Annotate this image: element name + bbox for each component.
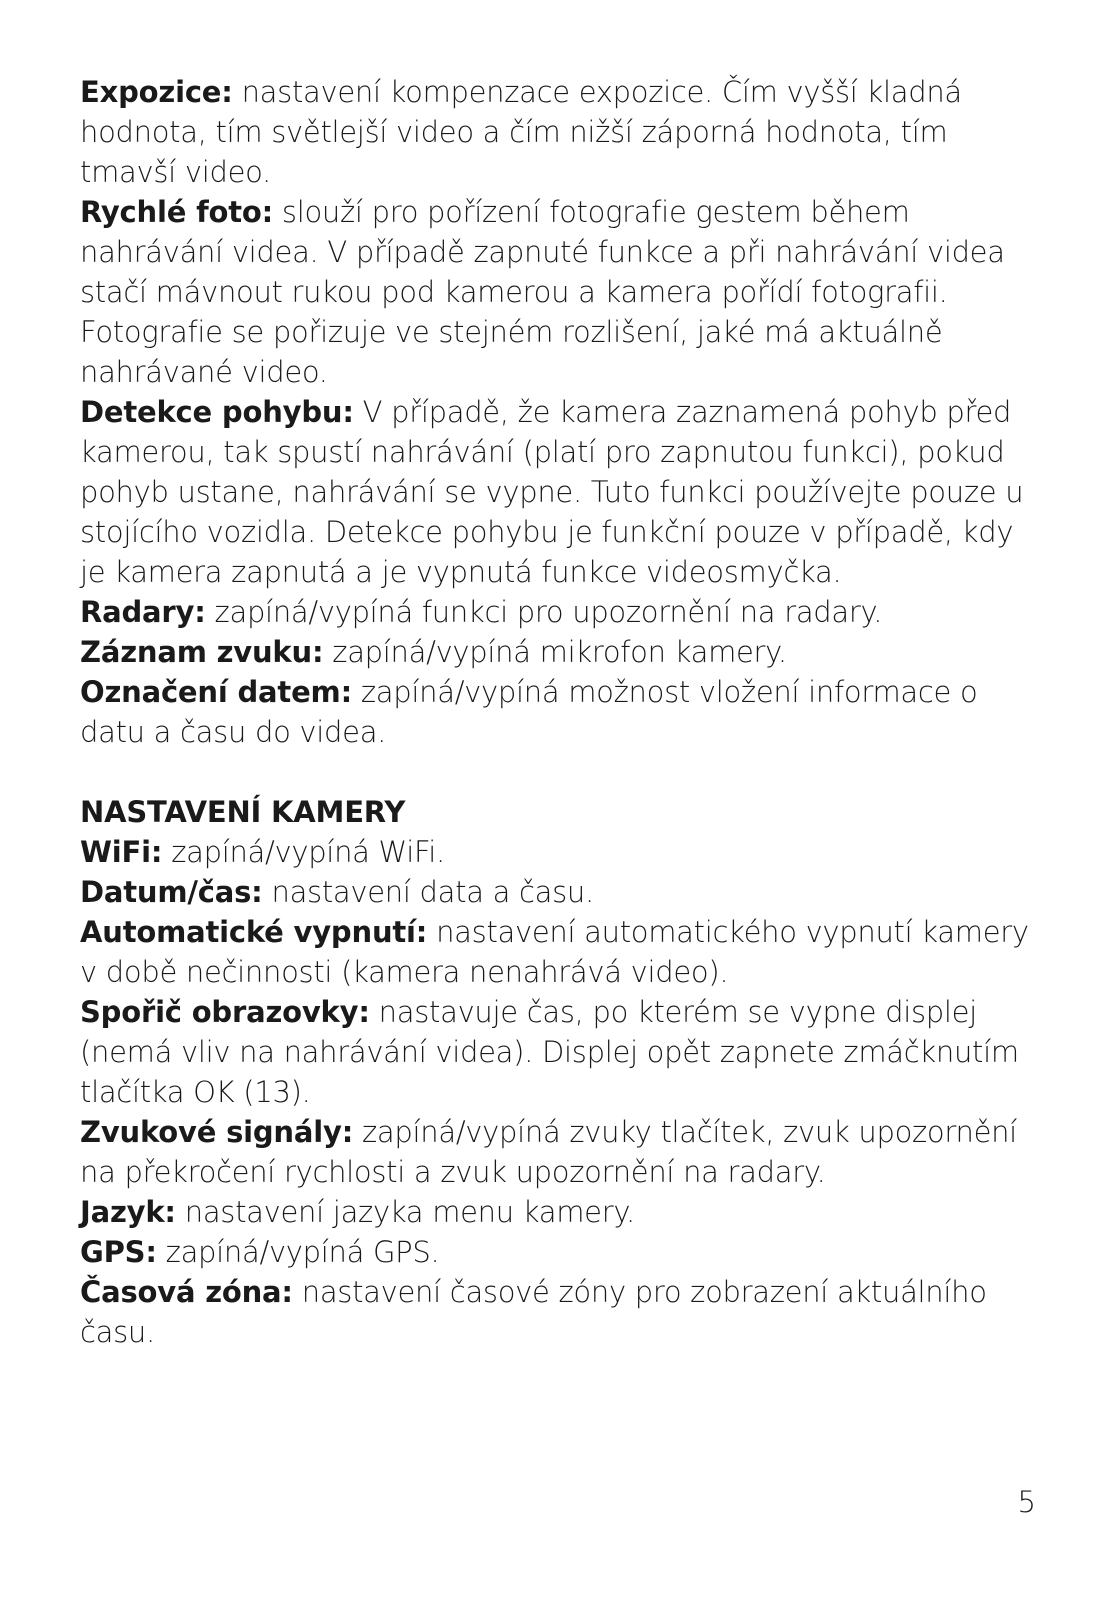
- section-video-settings: [80, 72, 1040, 752]
- term-description: nastavení kompenzace expozice. Čím vyšší kladná hodnota, tím světlejší video a čím nižší záporná hodnota, tím tmavší video.: [80, 75, 962, 189]
- term-label: Spořič obrazovky:: [80, 995, 370, 1029]
- entry-expozice: [80, 72, 1040, 192]
- term-label: Označení datem:: [80, 675, 352, 709]
- term-description: nastavení časové zóny pro zobrazení aktuálního času.: [80, 1275, 987, 1349]
- term-label: Automatické vypnutí:: [80, 915, 428, 949]
- entry-sporic-obrazovky: [80, 992, 1040, 1112]
- term-label: WiFi:: [80, 835, 163, 869]
- term-label: Zvukové signály:: [80, 1115, 354, 1149]
- term-description: nastavení automatického vypnutí kamery v době nečinnosti (kamera nenahrává video).: [80, 915, 1029, 989]
- term-description: zapíná/vypíná mikrofon kamery.: [323, 635, 787, 669]
- term-description: zapíná/vypíná GPS.: [156, 1235, 440, 1269]
- entry-detekce-pohybu: [80, 392, 1040, 592]
- document-page: [80, 72, 1040, 1352]
- term-description: zapíná/vypíná funkci pro upozornění na radary.: [205, 595, 883, 629]
- term-label: Detekce pohybu:: [80, 395, 354, 429]
- entry-automaticke-vypnuti: [80, 912, 1040, 992]
- term-label: GPS:: [80, 1235, 157, 1269]
- entry-gps: [80, 1232, 1040, 1272]
- term-label: Radary:: [80, 595, 206, 629]
- term-label: Expozice:: [80, 75, 233, 109]
- term-description: nastavení jazyka menu kamery.: [175, 1195, 635, 1229]
- entry-rychle-foto: [80, 192, 1040, 392]
- term-label: Záznam zvuku:: [80, 635, 324, 669]
- entry-radary: [80, 592, 1040, 632]
- entry-datum-cas: [80, 872, 1040, 912]
- section-heading: NASTAVENÍ KAMERY: [80, 795, 406, 829]
- entry-jazyk: [80, 1192, 1040, 1232]
- term-label: Datum/čas:: [80, 875, 263, 909]
- section-camera-settings: [80, 792, 1040, 1352]
- term-description: zapíná/vypíná možnost vložení informace o datu a času do videa.: [80, 675, 978, 749]
- term-description: nastavení data a času.: [262, 875, 594, 909]
- entry-wifi: [80, 832, 1040, 872]
- entry-casova-zona: [80, 1272, 1040, 1352]
- entry-oznaceni-datem: [80, 672, 1040, 752]
- term-description: zapíná/vypíná zvuky tlačítek, zvuk upozornění na překročení rychlosti a zvuk upozornění na radary.: [80, 1115, 1017, 1189]
- term-label: Rychlé foto:: [80, 195, 273, 229]
- term-description: zapíná/vypíná WiFi.: [162, 835, 445, 869]
- page-number: 5: [1017, 1485, 1036, 1519]
- term-description: V případě, že kamera zaznamená pohyb před kamerou, tak spustí nahrávání (platí pro zapnutou funkci), pokud pohyb ustane, nahrávání se vypne. Tuto funkci používejte pouze u stojícího vozidla. Detekce pohybu je funkční pouze v případě, kdy je kamera zapnutá a je vypnutá funkce videosmyčka.: [80, 395, 1024, 589]
- term-label: Jazyk:: [80, 1195, 176, 1229]
- term-description: slouží pro pořízení fotografie gestem během nahrávání videa. V případě zapnuté funkce a při nahrávání videa stačí mávnout rukou pod kamerou a kamera pořídí fotografii. Fotografie se pořizuje ve stejném rozlišení, jaké má aktuálně nahrávané video.: [80, 195, 1005, 389]
- entry-zaznam-zvuku: [80, 632, 1040, 672]
- term-label: Časová zóna:: [80, 1275, 293, 1309]
- entry-zvukove-signaly: [80, 1112, 1040, 1192]
- term-description: nastavuje čas, po kterém se vypne displej (nemá vliv na nahrávání videa). Displej opět zapnete zmáčknutím tlačítka OK (13).: [80, 995, 1019, 1109]
